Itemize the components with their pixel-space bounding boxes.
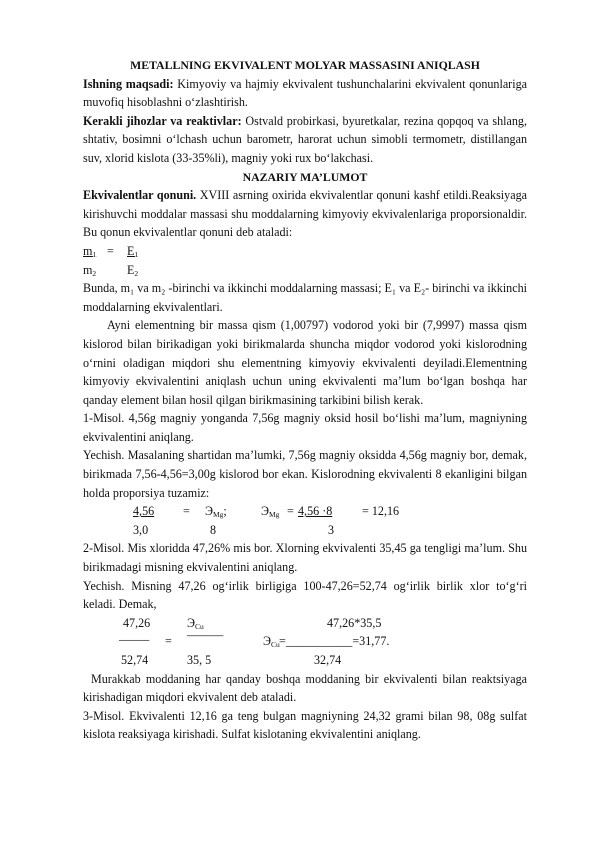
prop1-result: = 12,16	[362, 504, 400, 519]
bunda-paragraph: Bunda, m₁ va m₂ -birinchi va ikkinchi moddalarning massasi; E₁ va E₂- birinchi va ikkinchi moddalarning ekvivalentlari.	[83, 281, 527, 314]
equipment-paragraph	[83, 112, 527, 168]
prop1-denominator2: 8	[210, 522, 217, 537]
equipment-label: Kerakli jihozlar va reaktivlar:	[83, 113, 242, 128]
equipment-text: Ostvald probirkasi, byuretkalar, rezina qopqoq va shlang, shtativ, bosimni o‘lchash uchun barometr, harorat uchun simobli termometr, distillangan suv, xlorid kislota (33-35%li), magniy yoki rux bo‘lakchasi.	[83, 113, 528, 165]
goal-paragraph	[83, 75, 527, 112]
page-title: METALLNING EKVIVALENT MOLYAR MASSASINI ANIQLASH	[130, 58, 480, 72]
proportion1-denominator-row	[83, 521, 527, 540]
example1-paragraph: 1-Misol. 4,56g magniy yonganda 7,56g magniy oksid hosil bo‘lishi ma’lum, magniyning ekvivalentini aniqlang.	[83, 411, 527, 444]
definition-paragraph: Ayni elementning bir massa qism (1,00797) vodorod yoki bir (7,9997) massa qism kislorod bilan birikadigan yoki birikmalarda shuncha miqdor vodorod yoki kislorodning o‘rnini oladigan miqdori shu elementning kimyoviy ekvivalenti deyiladi.Elementning kimyoviy ekvivalentini aniqlash uchun uning ekvivalenti ma’lum bo‘lgan boshqa har qanday element bilan hosil qilgan birikmasining tarkibini bilish kerak.	[83, 318, 527, 407]
proportion2-denominator-row	[83, 651, 527, 670]
prop1-emg2: $Э_{Mg}$	[261, 504, 280, 520]
formula-row-2	[83, 261, 527, 280]
formula-e2: $E_2$	[127, 262, 139, 278]
formula-m1: $m_1$	[83, 243, 97, 259]
complex-paragraph: Murakkab moddaning har qanday boshqa moddaning bir ekvivalenti bilan reaktsiyaga kirishadigan miqdori ekvivalent deb ataladi.	[83, 671, 527, 705]
prop2-ecu: $Э_{Cu}$	[187, 615, 204, 631]
example2-paragraph: 2-Misol. Mis xloridda 47,26% mis bor. Xlorning ekvivalenti 35,45 ga tengligi ma’lum. Shu birikmadagi misning ekvivalentini aniqlang.	[83, 541, 527, 575]
example3-paragraph: 3-Misol. Ekvivalenti 12,16 ga teng bulgan magniyning 24,32 grami bilan 98, 08g sulfat kislota reaksiyaga kirishadi. Sulfat kislotaning ekvivalentini aniqlang.	[83, 708, 527, 742]
prop1-equals: =	[183, 504, 190, 519]
theory-heading: NAZARIY MA’LUMOT	[242, 169, 368, 184]
law-paragraph	[83, 186, 527, 242]
proportion2-numerator-row	[83, 614, 527, 633]
formula-row-1	[83, 242, 527, 261]
prop2-result: =___________=31,77.	[279, 634, 390, 649]
formula-m2: $m_2$	[83, 262, 97, 278]
proportion1-numerator-row	[83, 502, 527, 521]
goal-label: Ishning maqsadi:	[83, 76, 174, 91]
prop2-numerator2: 47,26*35,5	[327, 615, 382, 630]
prop2-denominator2: 35, 5	[187, 653, 212, 667]
prop2-ecu2: $Э_{Cu}$	[263, 634, 280, 650]
prop1-numerator2: 4,56 ·8	[298, 504, 333, 519]
goal-text: Kimyoviy va hajmiy ekvivalent tushunchalarini ekvivalent qonunlariga muvofiq hisoblashni o‘zlashtirish.	[83, 76, 527, 110]
solution2-paragraph: Yechish. Misning 47,26 og‘irlik birligiga 100-47,26=52,74 og‘irlik birlik xlor to‘g‘ri keladi. Demak,	[83, 578, 527, 612]
law-label: Ekvivalentlar qonuni.	[83, 188, 197, 203]
proportion2-operator-row	[83, 628, 527, 651]
solution1-paragraph: Yechish. Masalaning shartidan ma’lumki, 7,56g magniy oksidda 4,56g magniy bor, demak, birikmada 7,56-4,56=3,00g kislorod bor ekan. Kislorodning ekvivalenti 8 ekanligini bilgan holda proporsiya tuzamiz:	[83, 448, 527, 500]
prop1-emg: $Э_{Mg}$;	[205, 504, 227, 520]
formula-equals: =	[107, 243, 114, 258]
document-page	[83, 56, 527, 744]
prop2-numerator: 47,26	[123, 615, 151, 630]
prop2-fraction-line2: ———	[187, 628, 224, 643]
prop2-denominator: 52,74	[121, 653, 149, 667]
prop1-denominator: 3,0	[133, 522, 149, 537]
prop2-equals: =	[165, 634, 172, 649]
formula-e1: $E_1$	[127, 243, 139, 259]
prop1-equals2: =	[287, 504, 294, 519]
prop1-numerator: 4,56	[133, 504, 155, 519]
prop2-fraction-line: _____	[119, 628, 150, 643]
prop2-denominator3: 32,74	[314, 653, 342, 667]
prop1-denominator3: 3	[328, 522, 335, 537]
law-text: XVIII asrning oxirida ekvivalentlar qonuni kashf etildi.Reaksiyaga kirishuvchi moddalar massasi shu moddalarning kimyoviy ekvivalenlariga proporsionaldir. Bu qonun ekvivalentlar qonuni deb ataladi:	[83, 188, 527, 240]
